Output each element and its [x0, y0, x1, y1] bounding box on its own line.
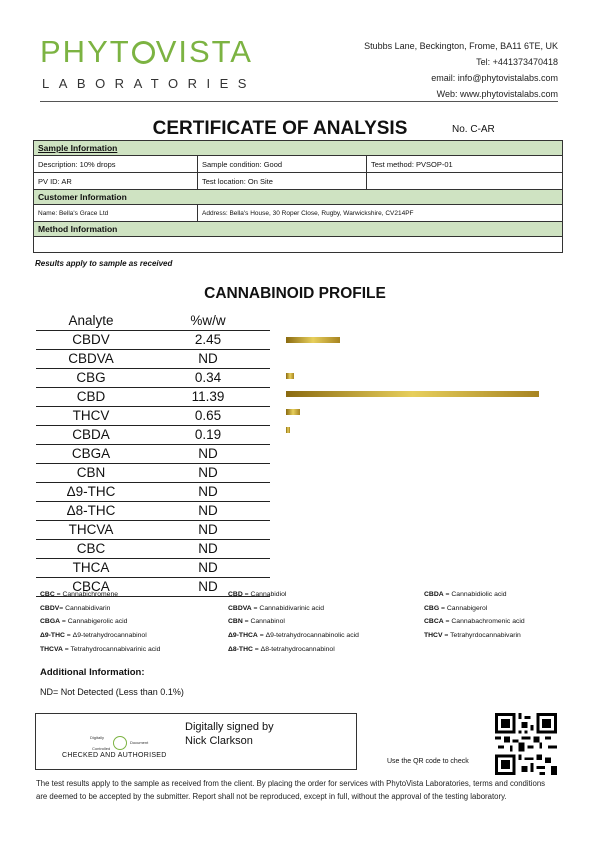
abbreviation-separator: = [443, 591, 452, 598]
seal-controlled-label: Controlled [92, 746, 111, 751]
value-cell: 11.39 [191, 389, 225, 404]
abbreviation-definition: Δ9-tetrahydrocannabinolic acid [265, 632, 359, 640]
value-cell: ND [198, 541, 218, 556]
abbreviation-definition: Cannabidivarin [65, 604, 111, 612]
abbreviation-code: CBDA [424, 591, 444, 598]
abbreviation-code: CBGA [40, 618, 61, 626]
abbreviation-item [40, 591, 118, 598]
abbreviation-definition: Cannabichromene [62, 591, 119, 598]
abbreviation-code: THCV [424, 632, 443, 640]
logo-o-icon [132, 41, 155, 64]
abbreviation-separator: = [251, 604, 260, 612]
abbreviation-separator: = [60, 618, 68, 626]
abbreviation-item [228, 605, 324, 612]
abbreviation-definition: Cannabidiol [250, 591, 287, 598]
analyte-cell: CBC [76, 541, 106, 556]
analyte-cell: Δ9-THC [66, 484, 116, 499]
seal-document-label: Document [130, 740, 149, 745]
value-cell: ND [198, 522, 218, 537]
logo-text-left: PHYT [40, 34, 131, 69]
seal-digitally-label: Digitally [90, 735, 105, 740]
cannabinoid-table [36, 312, 270, 597]
nd-note: ND= Not Detected (Less than 0.1%) [40, 687, 184, 697]
abbreviation-code: CBN [228, 618, 243, 626]
authorisation-status: CHECKED AND AUTHORISED [62, 752, 167, 759]
abbreviation-item [424, 591, 507, 598]
results-note: Results apply to sample as received [35, 259, 173, 268]
table-row [36, 331, 270, 350]
abbreviation-code: CBC [40, 591, 55, 598]
test-location: Test location: On Site [198, 173, 367, 190]
analyte-cell: THCV [72, 408, 110, 423]
customer-info-heading: Customer Information [34, 190, 563, 205]
abbreviation-separator: = [443, 618, 452, 626]
empty-cell [367, 173, 563, 190]
table-row [36, 521, 270, 540]
table-row [36, 407, 270, 426]
abbreviation-definition: Cannabachromenic acid [451, 618, 525, 626]
table-row [36, 502, 270, 521]
table-row [36, 426, 270, 445]
abbreviation-definition: Tetrahydrocannabivarinic acid [70, 645, 161, 653]
qr-instruction: Use the QR code to check [387, 758, 469, 765]
analyte-column-header: Analyte [68, 313, 114, 328]
table-row [36, 483, 270, 502]
analyte-cell: THCVA [68, 522, 114, 537]
abbreviation-code: Δ9-THCA [228, 632, 258, 640]
abbreviation-definition: Cannabidivarinic acid [259, 604, 325, 612]
analyte-cell: Δ8-THC [66, 503, 116, 518]
logo-subtitle: LABORATORIES [42, 76, 256, 91]
page-title: CERTIFICATE OF ANALYSIS [152, 118, 408, 139]
signature-line-1: Digitally signed by [185, 721, 274, 733]
table-row [36, 350, 270, 369]
abbreviation-definition: Cannabigerol [446, 604, 488, 612]
value-cell: ND [198, 351, 218, 366]
bar-cbda [286, 427, 290, 433]
value-cell: 0.19 [194, 427, 222, 442]
abbreviation-code: Δ8-THC [228, 645, 253, 653]
bar-cbg [286, 373, 294, 379]
abbreviation-definition: Cannabidiolic acid [451, 591, 507, 598]
contact-block [364, 38, 558, 102]
company-website[interactable]: Web: www.phytovistalabs.com [436, 89, 558, 99]
abbreviation-separator: = [242, 591, 251, 598]
method-info-body [34, 237, 563, 253]
value-cell: ND [198, 484, 218, 499]
table-row [36, 559, 270, 578]
abbreviation-item [228, 632, 359, 639]
bar-cbd [286, 391, 539, 397]
method-info-heading: Method Information [34, 222, 563, 237]
abbreviation-separator: = [252, 645, 261, 653]
value-cell: ND [198, 446, 218, 461]
table-header-row [36, 312, 270, 331]
analyte-cell: CBG [76, 370, 106, 385]
abbreviation-code: Δ9-THC [40, 632, 65, 640]
customer-name: Name: Bella's Grace Ltd [34, 205, 198, 222]
company-logo [40, 34, 253, 70]
analyte-cell: THCA [72, 560, 110, 575]
analyte-cell: CBCA [72, 579, 110, 594]
analyte-cell: CBDVA [68, 351, 114, 366]
company-phone: Tel: +441373470418 [476, 57, 558, 67]
digital-signature [185, 720, 274, 748]
abbreviation-code: CBDV [40, 604, 60, 612]
abbreviation-item [424, 618, 525, 625]
analyte-cell: CBD [76, 389, 106, 404]
logo-text-right: VISTA [155, 34, 253, 69]
customer-address: Address: Bella's House, 30 Roper Close, Rugby, Warwickshire, CV214PF [198, 205, 563, 222]
abbreviation-separator: = [54, 591, 63, 598]
abbreviation-code: CBDVA [228, 604, 252, 612]
table-row [36, 540, 270, 559]
analyte-cell: CBDA [72, 427, 110, 442]
abbreviation-code: THCVA [40, 645, 63, 653]
abbreviation-item [228, 646, 335, 653]
abbreviation-separator: = [242, 618, 251, 626]
abbreviation-separator: = [59, 604, 66, 612]
abbreviation-item [40, 618, 127, 625]
table-row [36, 369, 270, 388]
company-email[interactable]: email: info@phytovistalabs.com [431, 73, 558, 83]
company-address: Stubbs Lane, Beckington, Frome, BA11 6TE, UK [364, 41, 558, 51]
additional-info-title: Additional Information: [40, 667, 145, 678]
value-cell: 0.34 [194, 370, 222, 385]
pv-id: PV ID: AR [34, 173, 198, 190]
abbreviation-item [40, 632, 147, 639]
header-divider [40, 101, 558, 102]
abbreviation-separator: = [62, 645, 71, 653]
sample-info-heading: Sample Information [34, 141, 563, 156]
value-cell: 0.65 [194, 408, 222, 423]
value-cell: ND [198, 560, 218, 575]
sample-description: Description: 10% drops [34, 156, 198, 173]
analyte-cell: CBN [76, 465, 106, 480]
bar-thcv [286, 409, 300, 415]
footer-disclaimer: The test results apply to the sample as received from the client. By placing the order for services with PhytoVista Laboratories, terms and conditions are deemed to be accepted by the submitter. Report shall not be reproduced, except in full, without the approval of the testing laboratory. [36, 779, 546, 801]
analyte-cell: CBDV [72, 332, 110, 347]
abbreviation-code: CBD [228, 591, 243, 598]
abbreviation-code: CBCA [424, 618, 444, 626]
abbreviation-item [228, 591, 286, 598]
abbreviation-separator: = [442, 632, 451, 640]
sample-condition: Sample condition: Good [198, 156, 367, 173]
value-cell: 2.45 [194, 332, 222, 347]
table-row [36, 445, 270, 464]
qr-code-icon[interactable] [495, 713, 557, 775]
profile-title: CANNABINOID PROFILE [204, 285, 386, 302]
certificate-number: No. C-AR [452, 124, 495, 135]
value-cell: ND [198, 579, 218, 594]
value-cell: ND [198, 465, 218, 480]
test-method: Test method: PVSOP-01 [367, 156, 563, 173]
signer-name: Nick Clarkson [185, 735, 253, 747]
abbreviation-separator: = [64, 632, 73, 640]
value-cell: ND [198, 503, 218, 518]
abbreviation-item [40, 646, 160, 653]
value-column-header: %w/w [190, 313, 226, 328]
abbreviation-code: CBG [424, 604, 440, 612]
abbreviation-item [228, 618, 285, 625]
abbreviation-definition: Cannabinol [250, 618, 285, 626]
abbreviation-definition: Tetrahyrdocannabivarin [450, 632, 521, 640]
bar-cbdv [286, 337, 340, 343]
abbreviation-item [424, 605, 487, 612]
abbreviation-definition: Cannabigerolic acid [67, 618, 128, 626]
abbreviation-item [40, 605, 110, 612]
abbreviation-item [424, 632, 521, 639]
abbreviation-definition: Δ8-tetrahydrocannabinol [260, 645, 335, 653]
analyte-cell: CBGA [71, 446, 111, 461]
abbreviation-separator: = [439, 604, 447, 612]
abbreviation-separator: = [257, 632, 266, 640]
document-seal-icon [113, 736, 127, 750]
table-row [36, 464, 270, 483]
sample-info-table [33, 140, 563, 253]
abbreviation-definition: Δ9-tetrahydrocannabinol [72, 632, 147, 640]
table-row [36, 388, 270, 407]
